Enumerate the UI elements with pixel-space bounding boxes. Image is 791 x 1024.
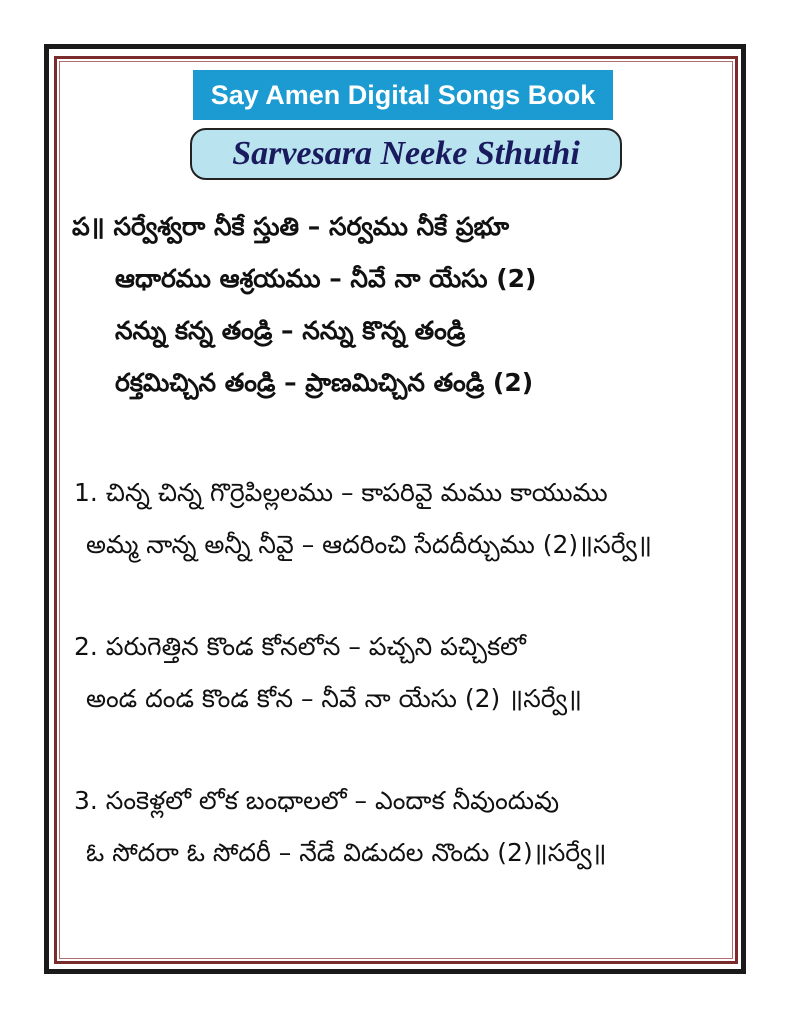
book-title-banner: Say Amen Digital Songs Book bbox=[193, 70, 613, 120]
song-title: Sarvesara Neeke Sthuthi bbox=[190, 128, 622, 180]
pallavi-line: రక్తమిచ్చిన తండ్రి – ప్రాణమిచ్చిన తండ్రి (2) bbox=[115, 368, 534, 397]
verse-1-line-2: అమ్మ నాన్న అన్నీ నీవై – ఆదరించి సేదదీర్చుము (2)॥సర్వే॥ bbox=[86, 530, 652, 559]
pallavi-line: ఆధారము ఆశ్రయము – నీవే నా యేసు (2) bbox=[115, 264, 537, 293]
pallavi-line: ప॥ సర్వేశ్వరా నీకే స్తుతి – సర్వము నీకే ప్రభూ bbox=[72, 212, 510, 241]
verse-1-line-1: 1. చిన్న చిన్న గొర్రెపిల్లలము – కాపరివై మము కాయుము bbox=[74, 478, 608, 507]
verse-2-line-1: 2. పరుగెత్తిన కొండ కోనలోన – పచ్చని పచ్చికలో bbox=[74, 632, 526, 661]
verse-3-line-2: ఓ సోదరా ఓ సోదరీ – నేడే విడుదల నొందు (2)॥సర్వే॥ bbox=[86, 838, 607, 867]
pallavi-line: నన్ను కన్న తండ్రి – నన్ను కొన్న తండ్రి bbox=[115, 316, 466, 345]
verse-2-line-2: అండ దండ కొండ కోన – నీవే నా యేసు (2) ॥సర్వే॥ bbox=[86, 684, 583, 713]
verse-3-line-1: 3. సంకెళ్లలో లోక బంధాలలో – ఎందాక నీవుందువు bbox=[74, 786, 560, 815]
